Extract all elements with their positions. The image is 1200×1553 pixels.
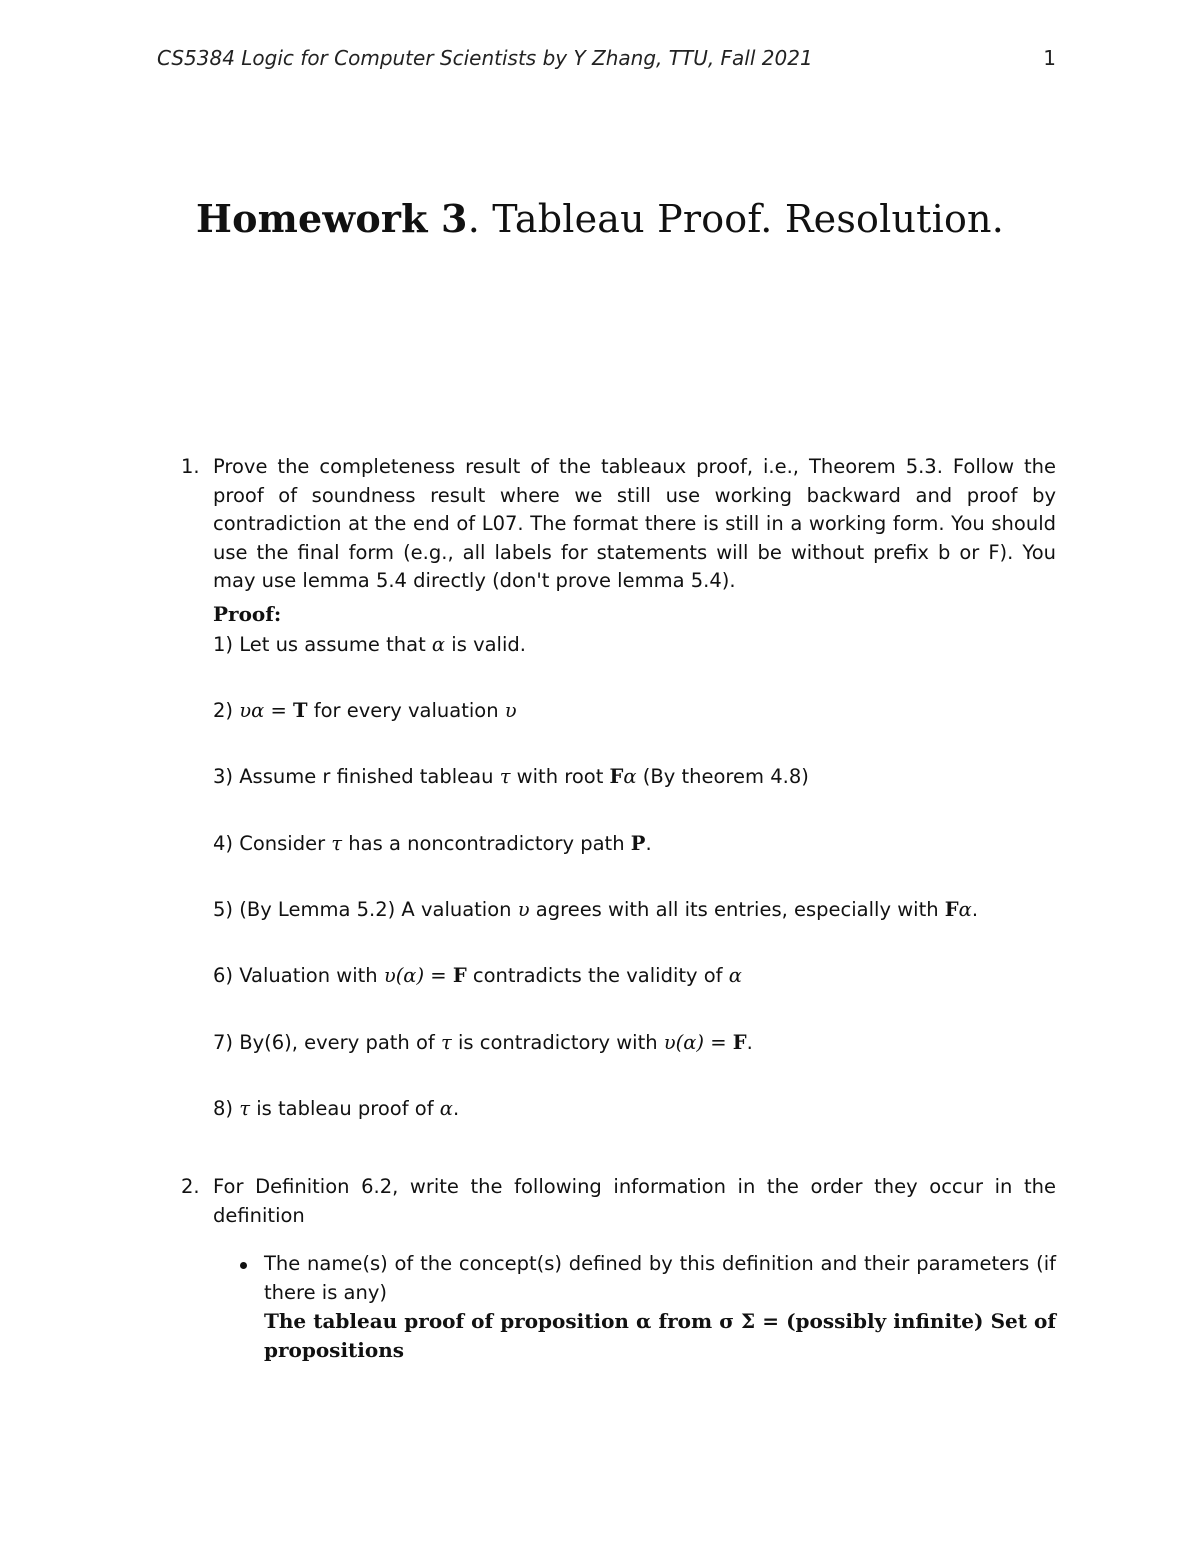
step-symbol: υ [517,898,530,921]
step-text: . [746,1031,753,1054]
proof-step-4 [213,832,652,855]
step-symbol: υ(α) [663,1031,705,1054]
step-text: is tableau proof of [250,1097,440,1120]
step-text: 1) Let us assume that [213,633,432,656]
proof-step-2 [213,699,517,722]
step-text: 6) Valuation with [213,964,384,987]
step-symbol: α [728,964,742,987]
step-bold: F [944,898,959,921]
running-head: CS5384 Logic for Computer Scientists by Y Zhang, TTU, Fall 2021 [157,46,813,70]
proof-step-3 [213,765,809,788]
step-text: 2) [213,699,240,722]
step-text: 5) (By Lemma 5.2) A valuation [213,898,518,921]
step-text: = [264,699,293,722]
proof-step-8 [213,1097,459,1120]
step-text: has a noncontradictory path [342,832,631,855]
step-text: 8) [213,1097,240,1120]
bullet-dot-icon [240,1262,247,1269]
step-text: with root [510,765,610,788]
step-text: for every valuation [307,699,505,722]
document-title [0,196,1200,241]
proof-step-7 [213,1031,753,1054]
step-bold: F [452,964,467,987]
bullet-answer: The tableau proof of proposition α from σ Σ = (possibly infinite) Set of propositions [264,1309,1056,1362]
step-symbol: τ [331,832,343,855]
question-2 [181,1173,1056,1230]
step-symbol: α [623,765,637,788]
step-bold: T [293,699,308,722]
step-text: 4) Consider [213,832,332,855]
step-text: . [645,832,652,855]
question-text: Prove the completeness result of the tableaux proof, i.e., Theorem 5.3. Follow the proof of soundness result where we still use working backward and proof by contradiction at the end of L07. The format there is still in a working form. You should use the final form (e.g., all labels for statements will be without prefix b or F). You may use lemma 5.4 directly (don't prove lemma 5.4). [213,455,1056,592]
step-symbol: α [958,898,972,921]
step-text: is valid. [445,633,526,656]
question-number: 1. [181,455,200,478]
step-bold: F [732,1031,747,1054]
step-bold: F [609,765,624,788]
step-symbol: υ(α) [383,964,425,987]
step-text: = [704,1031,733,1054]
proof-step-1 [213,633,526,656]
step-text: contradicts the validity of [466,964,729,987]
bullet-item [240,1250,1056,1364]
proof-step-5 [213,898,978,921]
step-symbol: α [431,633,446,656]
step-text: 7) By(6), every path of [213,1031,441,1054]
step-symbol: τ [440,1031,452,1054]
step-text: agrees with all its entries, especially with [529,898,945,921]
step-bold: P [630,832,646,855]
question-text: For Definition 6.2, write the following information in the order they occur in the definition [213,1175,1056,1227]
step-text: . [452,1097,460,1120]
step-text: = [424,964,453,987]
step-text: . [971,898,979,921]
step-text: 3) Assume r finished tableau [213,765,500,788]
step-text: is contradictory with [451,1031,664,1054]
proof-label: Proof: [213,602,282,626]
step-symbol: τ [239,1097,251,1120]
step-text: (By theorem 4.8) [636,765,809,788]
question-1 [181,453,1056,596]
proof-step-6 [213,964,742,987]
step-symbol: α [439,1097,453,1120]
title-bold: Homework 3 [195,196,468,241]
page-number: 1 [1043,46,1056,70]
question-number: 2. [181,1175,200,1198]
bullet-text: The name(s) of the concept(s) defined by this definition and their parameters (if there is any) [264,1252,1056,1304]
step-symbol: υ [504,699,517,722]
step-symbol: τ [499,765,511,788]
title-rest: . Tableau Proof. Resolution. [467,197,1005,241]
step-symbol: υα [239,699,265,722]
